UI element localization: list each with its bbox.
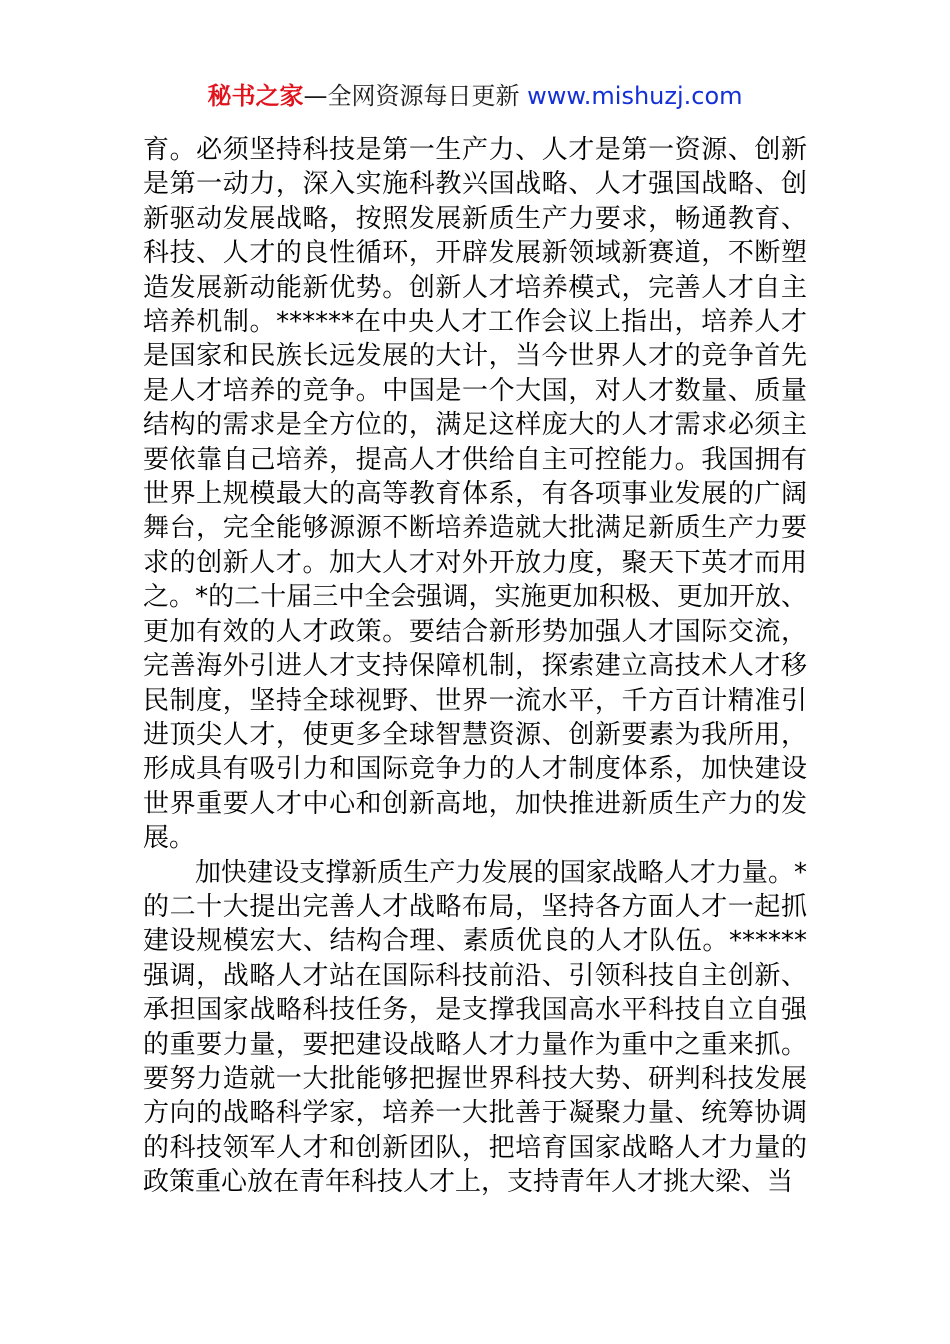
paragraph-2: 加快建设支撑新质生产力发展的国家战略人才力量。*的二十大提出完善人才战略布局，坚持各方面人才一起抓建设规模宏大、结构合理、素质优良的人才队伍。******强调，战略人才站在国际科技前沿、引领科技自主创新、承担国家战略科技任务，是支撑我国高水平科技自立自强的重要力量，要把建设战略人才力量作为重中之重来抓。要努力造就一大批能够把握世界科技大势、研判科技发展方向的战略科学家，培养一大批善于凝聚力量、统筹协调的科技领军人才和创新团队，把培育国家战略人才力量的政策重心放在青年科技人才上，支持青年人才挑大梁、当 [143,857,807,1198]
header-tagline: —全网资源每日更新 [303,82,520,110]
paragraph-1: 育。必须坚持科技是第一生产力、人才是第一资源、创新是第一动力，深入实施科教兴国战略、人才强国战略、创新驱动发展战略，按照发展新质生产力要求，畅通教育、科技、人才的良性循环，开辟发展新领域新赛道，不断塑造发展新动能新优势。创新人才培养模式，完善人才自主培养机制。******在中央人才工作会议上指出，培养人才是国家和民族长远发展的大计，当今世界人才的竞争首先是人才培养的竞争。中国是一个大国，对人才数量、质量结构的需求是全方位的，满足这样庞大的人才需求必须主要依靠自己培养，提高人才供给自主可控能力。我国拥有世界上规模最大的高等教育体系，有各项事业发展的广阔舞台，完全能够源源不断培养造就大批满足新质生产力要求的创新人才。加大人才对外开放力度，聚天下英才而用之。*的二十届三中全会强调，实施更加积极、更加开放、更加有效的人才政策。要结合新形势加强人才国际交流，完善海外引进人才支持保障机制，探索建立高技术人才移民制度，坚持全球视野、世界一流水平，千方百计精准引进顶尖人才，使更多全球智慧资源、创新要素为我所用，形成具有吸引力和国际竞争力的人才制度体系，加快建设世界重要人才中心和创新高地，加快推进新质生产力的发展。 [143,135,807,854]
document-body [143,133,807,1200]
header-brand: 秘书之家 [207,82,304,110]
page-header [0,80,950,112]
header-url-link[interactable]: www.mishuzj.com [527,82,743,110]
